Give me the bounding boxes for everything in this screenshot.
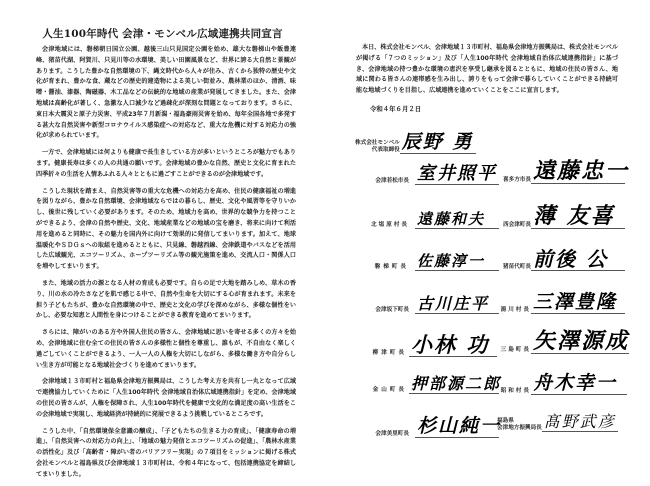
signature-name: 髙野武彦 bbox=[543, 412, 616, 431]
signatory-role-sub: 会津地方振興局長 bbox=[497, 425, 542, 431]
signature-yugawa bbox=[497, 293, 625, 314]
signatory-role: 磐梯町長 bbox=[374, 264, 409, 270]
signature-aizumisato bbox=[357, 415, 502, 438]
signatory-role: 北塩原村長 bbox=[371, 222, 409, 228]
signature-aizubange bbox=[357, 296, 499, 314]
signature-bandai bbox=[357, 254, 499, 271]
signature-name: 辰野 勇 bbox=[400, 133, 476, 154]
signature-name: 舟木幸一 bbox=[531, 374, 627, 395]
declaration-statement bbox=[356, 43, 618, 97]
statement-paragraph: 本日、株式会社モンベル、会津地域１３市町村、福島県会津地方振興局は、株式会社モンベルが掲げる「７つのミッション」及び「人生100年時代 会津地域自治体広域連携指針」に基づき、会津地域の持つ豊かな環境の恵沢を享受し継承を図るとともに、地域の住民の皆さん、地域に関わる皆さんの連帯感を生み出し、誇りをもって会津で暮らしていくことができる持続可能な地域づくりを目指し、広域連携を進めていくことをここに宣言します。 bbox=[356, 44, 618, 95]
signature-name: 薄 友喜 bbox=[531, 205, 625, 229]
signature-name: 矢澤源成 bbox=[533, 328, 630, 354]
signatory-role: 株式会社モンベル bbox=[355, 140, 400, 146]
signature-kitakata bbox=[497, 158, 630, 184]
paragraph-3: こうした現状を踏まえ、自然災害等の重大な危機への対応力を高め、住民の健康福祉の増進を図りながら、豊かな自然環境、会津地域ならではの暮らし、歴史、文化や風習等を守りいかし、後世に残していく必要があります。そのため、地域力を高め、世界的な競争力を持つことができるよう、会津の自然や歴史、文化、地域産業などの地域の宝を磨き、将来に向けて利活用を進めると同時に、その魅力を国内外に向けて効果的に発信してまいります。加えて、地球温暖化やＳＤＧｓへの取組を進めるとともに、只見線、磐越西線、会津鉄道やバスなどを活用した広域観光、エコツーリズム、ホープツーリズム等の観光施策を進め、交流人口・関係人口を増やしてまいります。 bbox=[36, 187, 296, 271]
signatory-role: 会津美里町長 bbox=[375, 431, 409, 437]
signature-montbell bbox=[355, 133, 476, 154]
paragraph-5: さらには、障がいのある方や外国人住民の皆さん、会津地域に思いを寄せる多くの方々を始め、会津地域に住む全ての住民の皆さんの多様性と個性を尊重し、誰もが、不自由なく楽しく過ごしていくことができるよう、一人一人の人権を大切にしながら、多様な働き方や自分らしい生き方が可能となる地域社会づくりを進めてまいります。 bbox=[36, 329, 296, 369]
signature-name: 三澤豊隆 bbox=[531, 293, 625, 314]
declaration-title: 人生100年時代 会津・モンベル広域連携共同宣言 bbox=[42, 28, 283, 40]
signatory-role: 西会津町長 bbox=[503, 222, 531, 228]
signature-aizuwakamatsu bbox=[357, 165, 499, 185]
signature-name: 杉山純一 bbox=[417, 415, 502, 437]
signature-name: 遠藤和夫 bbox=[415, 212, 499, 229]
declaration-body bbox=[36, 45, 296, 486]
declaration-date: 令和４年６月２日 bbox=[370, 105, 422, 113]
signature-yanaizu bbox=[357, 334, 497, 357]
signature-nishiaizu bbox=[497, 205, 625, 229]
signatory-role: 三島町長 bbox=[500, 347, 531, 353]
signatory-role: 福島県 bbox=[497, 418, 514, 424]
signature-name: 古川庄平 bbox=[415, 296, 499, 314]
signature-kaneyama bbox=[357, 374, 502, 394]
signatory-role: 会津若松市長 bbox=[375, 178, 409, 184]
signature-name: 小林 功 bbox=[409, 334, 497, 357]
signature-name: 佐藤淳一 bbox=[415, 254, 499, 271]
paragraph-4: また、地域の活力の源となる人材の育成も必要です。自らの足で大地を踏みしめ、草木の香り、川の水の冷たさなどを肌で感じる中で、自然や生命を大切にする心が育まれます。未来を担う子どもたちが、豊かな自然環境の中で、歴史と文化の学びを深めながら、多様な個性をいかし、必要な知恵と人間性を身につけることができる教育を進めてまいります。 bbox=[36, 279, 296, 320]
signatory-role: 湯川村長 bbox=[500, 307, 531, 313]
signatory-role: 金山町長 bbox=[372, 387, 407, 393]
signature-name: 前後 公 bbox=[531, 249, 625, 271]
paragraph-7: こうした中、「自然環境保全意識の醸成」、「子どもたちの生きる力の育成」、「健康寿命の増進」、「自然災害への対応力の向上」、「地域の魅力発信とエコツーリズムの促進」、「農林水産業の活性化」及び「高齢者・障がい者のバリアフリー実現」の７項目をミッションに掲げる株式会社モンベルと福島県及び会津地域１３市町村は、令和４年になって、包括連携協定を締結してまいりました。 bbox=[36, 427, 296, 478]
signature-name: 室井照平 bbox=[417, 163, 497, 184]
paragraph-6: 会津地域１３市町村と福島県会津地方振興局は、こうした考え方を共有し一丸となって広域で連携協力していくために「人生100年時代 会津地域自治体広域連携指針」を定め、会津地域の住民の皆さんが、人権を保障され、人生100年時代を健康で文化的な満足度の高い生活をこの会津地域で実現し、地域経済が持続的に発展できるよう挑戦しているところです。 bbox=[36, 378, 296, 418]
signatory-role: 昭和村長 bbox=[500, 388, 531, 394]
signatory-role: 猪苗代町長 bbox=[503, 264, 531, 270]
signature-kitashiobara bbox=[357, 212, 499, 229]
signature-aizu-regional-bureau bbox=[497, 414, 618, 432]
paragraph-2: 一方で、会津地域には何よりも健康で長生きしている方が多いというところが魅力でもあります。健康長寿は多くの人の共通の願いです。会津地域の豊かな自然、歴史と文化に育まれた四季折々の生活を人情あふれる人々とともに過ごすことができるのが会津地域です。 bbox=[36, 149, 296, 178]
signature-showa bbox=[497, 374, 627, 395]
signature-name: 押部源二郎 bbox=[411, 374, 502, 393]
signatory-role-sub: 代表取締役 bbox=[371, 147, 400, 153]
signature-name: 遠藤忠一 bbox=[533, 158, 630, 184]
signatory-role: 喜多方市長 bbox=[503, 177, 531, 183]
signature-mishima bbox=[497, 330, 629, 354]
left-page bbox=[0, 0, 325, 478]
signatory-role: 会津坂下町長 bbox=[375, 307, 409, 313]
signature-inawashiro bbox=[497, 249, 625, 271]
paragraph-1: 会津地域には、磐梯朝日国立公園、越後三山只見国定公園を始め、雄大な磐梯山や飯豊連峰、猪苗代湖、阿賀川、只見川等の水環境、美しい田園風景など、世界に誇る大自然と景観があります。こうした豊かな自然環境の下、縄文時代から人々が住み、古くから独特の歴史や文化が育まれ、豊かな食、蔵などの歴史的建造物による美しい街並み、農林業のほか、清酒、味噌・醤油、漆器、陶磁器、木工品などの伝統的な地域の産業が発展してきました。また、会津地域は高齢化が著しく、急激な人口減少など過疎化が深刻な問題となっております。さらに、東日本大震災と原子力災害、平成23年７月新潟・福島豪雨災害を始め、毎年全国各地で多発する甚大な自然災害や新型コロナウイルス感染症への対応など、重大な危機に対する対応力の強化が求められています。 bbox=[36, 46, 296, 140]
signatory-role: 柳津町長 bbox=[372, 350, 407, 356]
